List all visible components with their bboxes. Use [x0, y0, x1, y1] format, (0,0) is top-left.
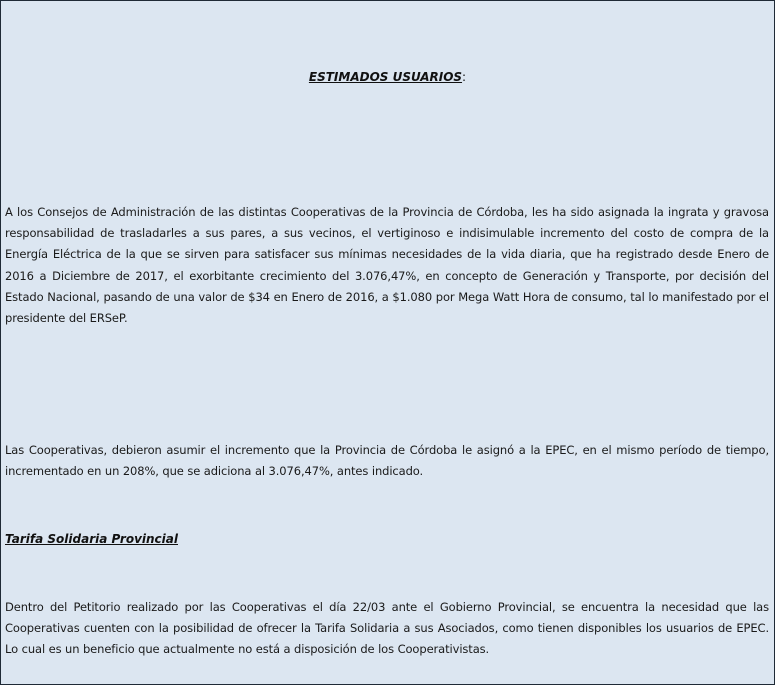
- paragraph-consejos: A los Consejos de Administración de las distintas Cooperativas de la Provincia de Córdoba, les ha sido asignada la ingrata y gravosa responsabilidad de trasladarles a sus pares, a sus vecinos, el vertiginoso e indisimulable incremento del costo de compra de la Energía Eléctrica de la que se sirven para satisfacer sus mínimas necesidades de la vida diaria, que ha registrado desde Enero de 2016 a Diciembre de 2017, el exorbitante crecimiento del 3.076,47%, en concepto de Generación y Transporte, por decisión del Estado Nacional, pasando de una valor de $34 en Enero de 2016, a $1.080 por Mega Watt Hora de consumo, tal lo manifestado por el presidente del ERSeP.: [5, 205, 769, 326]
- section-subtitle: Tarifa Solidaria Provincial: [5, 532, 178, 546]
- document-heading: [1, 68, 774, 86]
- paragraph-cooperativas: Las Cooperativas, debieron asumir el incremento que la Provincia de Córdoba le asignó a la EPEC, en el mismo período de tiempo, incrementado en un 208%, que se adiciona al 3.076,47%, antes indicado.: [5, 443, 769, 479]
- heading-colon: :: [462, 70, 467, 84]
- paragraph-petitorio: Dentro del Petitorio realizado por las Cooperativas el día 22/03 ante el Gobierno Provincial, se encuentra la necesidad que las Cooperativas cuenten con la posibilidad de ofrecer la Tarifa Solidaria a sus Asociados, como tienen disponibles los usuarios de EPEC. Lo cual es un beneficio que actualmente no está a disposición de los Cooperativistas.: [5, 600, 769, 657]
- heading-title: ESTIMADOS USUARIOS: [308, 70, 463, 84]
